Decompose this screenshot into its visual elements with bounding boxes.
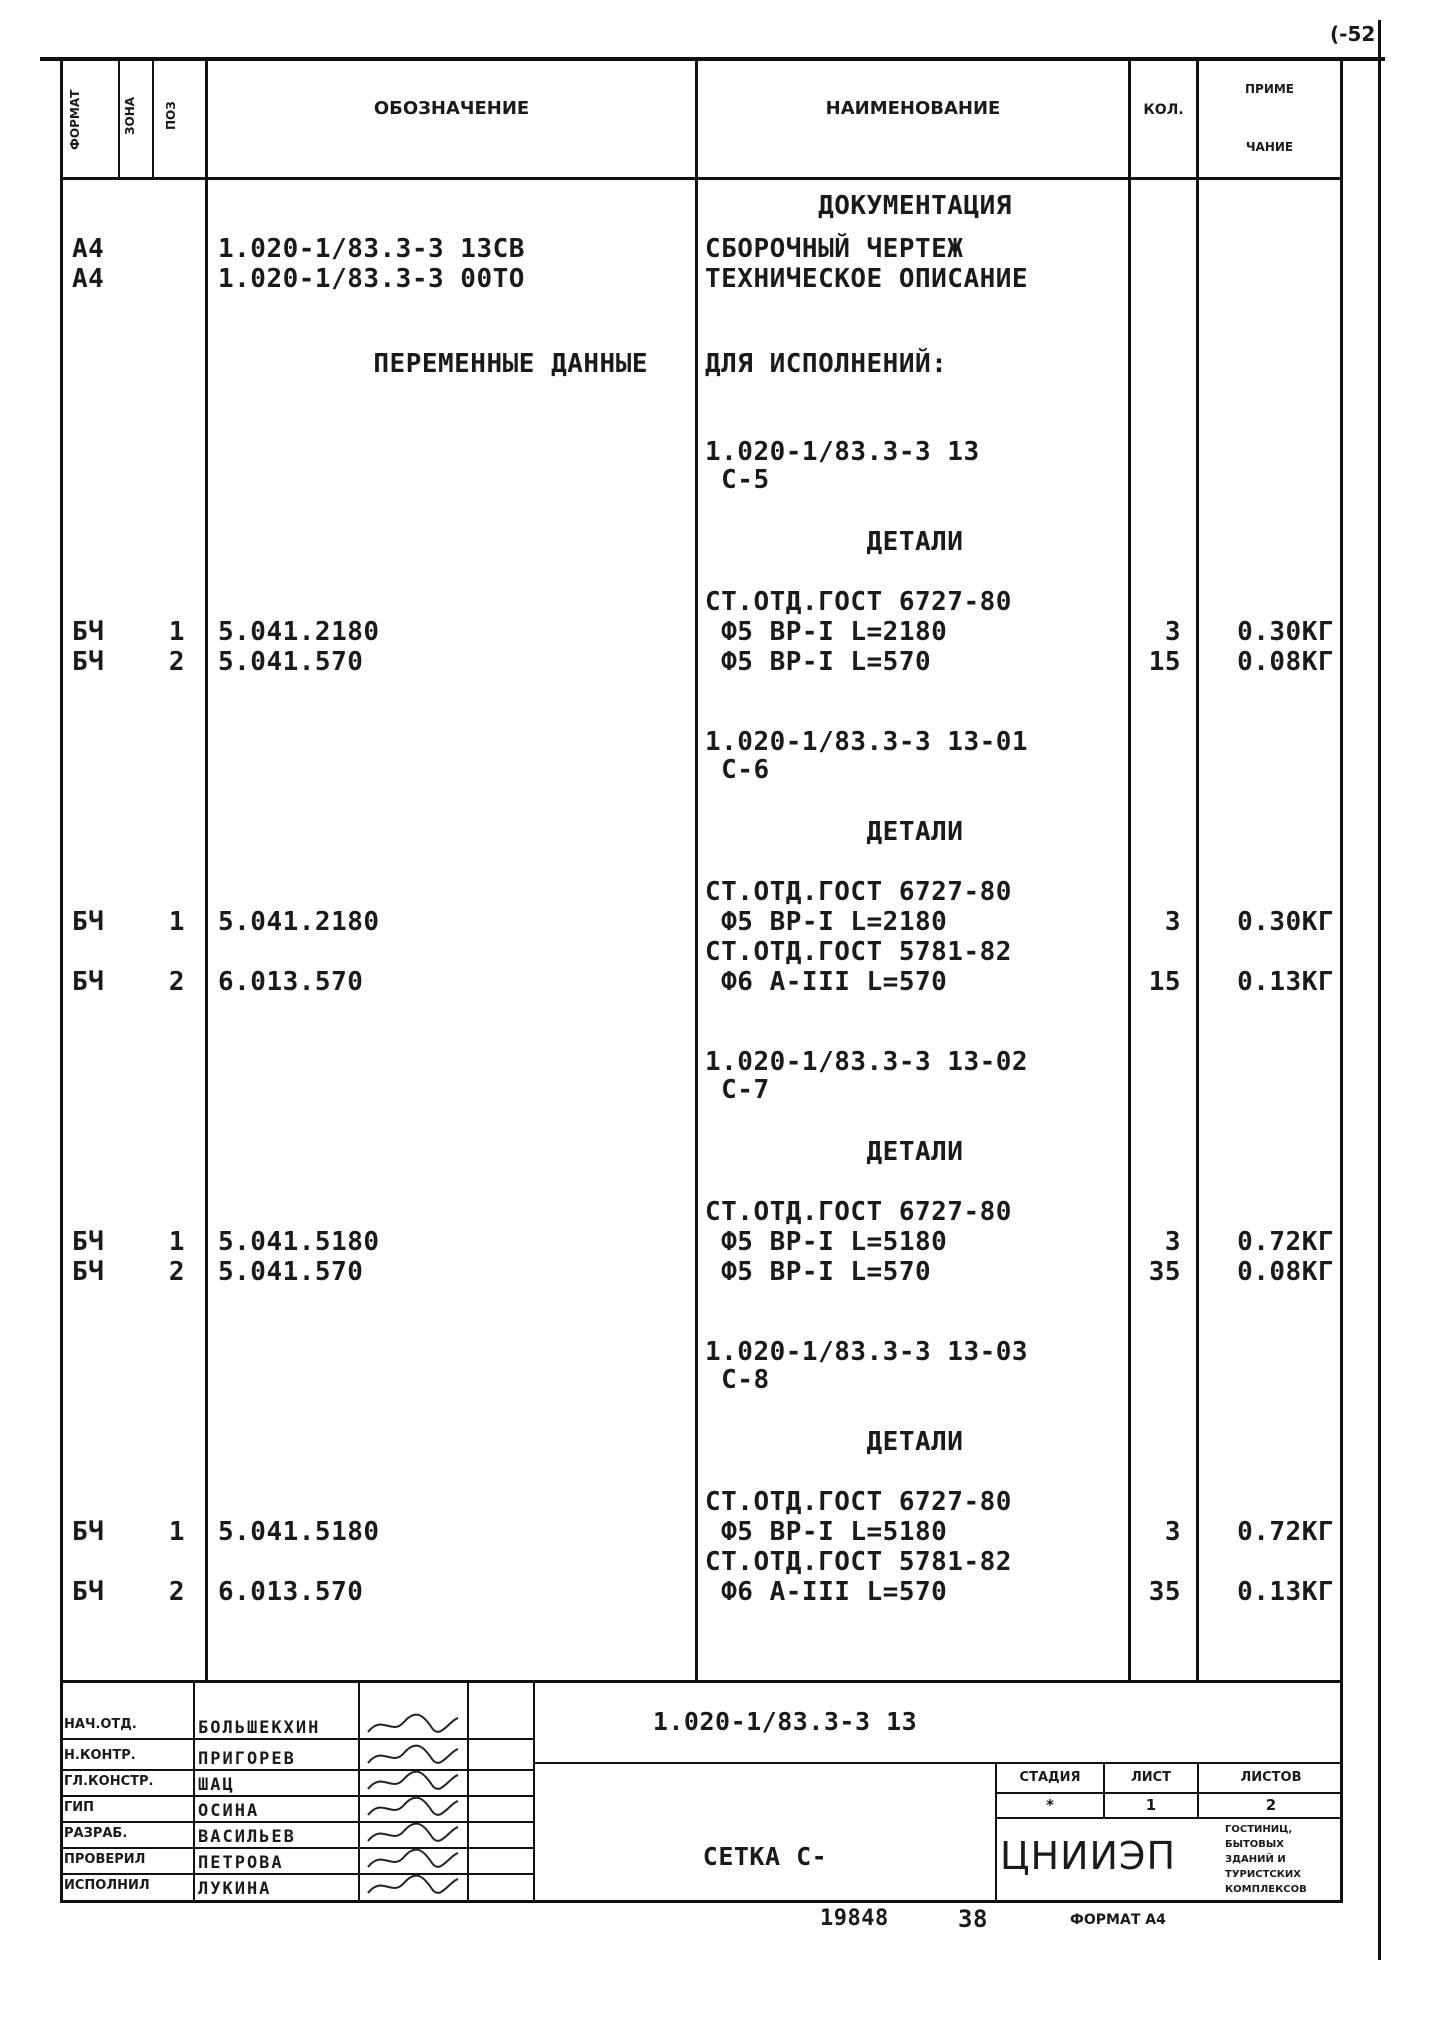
row-designation: 5.041.5180	[218, 1517, 380, 1547]
row-position: 2	[168, 647, 185, 677]
tb-stage-mid	[995, 1792, 1343, 1794]
row-name: Ф6 А-III L=570	[705, 967, 948, 997]
row-format: БЧ	[72, 1257, 105, 1287]
sheet-label: ЛИСТ	[1130, 1770, 1172, 1785]
row-name: Ф5 ВР-I L=2180	[705, 907, 948, 937]
row-name: СТ.ОТД.ГОСТ 6727-80	[705, 1487, 1012, 1517]
org-name: ЦНИИЭП	[1000, 1834, 1177, 1878]
tb-row-line	[60, 1821, 533, 1823]
row-note: 0.72КГ	[1237, 1227, 1334, 1257]
header-pos: ПОЗ	[164, 101, 178, 130]
tb-role: Н.КОНТР.	[64, 1748, 136, 1763]
row-note: 0.13КГ	[1237, 967, 1334, 997]
row-name: Ф5 ВР-I L=570	[705, 647, 932, 677]
top-border	[40, 57, 1385, 61]
row-name: ДОКУМЕНТАЦИЯ	[818, 191, 1012, 221]
outer-right-border	[1378, 20, 1381, 1960]
col-line-des	[205, 57, 208, 1682]
row-position: 1	[168, 1227, 185, 1257]
tb-code-separator	[533, 1762, 1343, 1764]
header-zone: ЗОНА	[123, 96, 137, 135]
row-position: 1	[168, 907, 185, 937]
tb-role: НАЧ.ОТД.	[64, 1717, 137, 1732]
sheets-value: 2	[1265, 1796, 1277, 1814]
row-note: 0.08КГ	[1237, 1257, 1334, 1287]
tb-name: ОСИНА	[198, 1801, 260, 1821]
right-border	[1340, 57, 1343, 1902]
org-subtitle-line: ЗДАНИЙ И	[1225, 1854, 1286, 1865]
row-position: 2	[168, 1577, 185, 1607]
row-name: СТ.ОТД.ГОСТ 6727-80	[705, 587, 1012, 617]
stage-value: *	[1046, 1796, 1054, 1814]
row-designation: 5.041.2180	[218, 617, 380, 647]
row-designation: 6.013.570	[218, 967, 364, 997]
row-quantity: 15	[1148, 647, 1181, 677]
row-designation: 5.041.570	[218, 647, 364, 677]
org-subtitle-line: КОМПЛЕКСОВ	[1225, 1884, 1307, 1895]
row-format: БЧ	[72, 967, 105, 997]
row-name: СТ.ОТД.ГОСТ 5781-82	[705, 937, 1012, 967]
page-number: 38	[958, 1905, 988, 1933]
header-name: НАИМЕНОВАНИЕ	[825, 98, 1001, 119]
signature	[362, 1743, 462, 1769]
row-note: 0.13КГ	[1237, 1577, 1334, 1607]
row-format: БЧ	[72, 1577, 105, 1607]
row-designation: 5.041.570	[218, 1257, 364, 1287]
row-quantity: 3	[1164, 1517, 1181, 1547]
row-name: СБОРОЧНЫЙ ЧЕРТЕЖ	[705, 234, 964, 264]
row-name: С-5	[705, 465, 770, 495]
tb-col-2	[358, 1680, 360, 1902]
sheet-value: 1	[1145, 1796, 1157, 1814]
row-position: 2	[168, 1257, 185, 1287]
tb-row-line	[60, 1847, 533, 1849]
tb-name: ВАСИЛЬЕВ	[198, 1827, 296, 1847]
row-quantity: 3	[1164, 1227, 1181, 1257]
row-format: БЧ	[72, 1227, 105, 1257]
row-name: С-8	[705, 1365, 770, 1395]
tb-role: ГЛ.КОНСТР.	[64, 1774, 154, 1789]
row-quantity: 35	[1148, 1257, 1181, 1287]
row-name: СТ.ОТД.ГОСТ 5781-82	[705, 1547, 1012, 1577]
tb-role: ГИП	[64, 1800, 95, 1815]
header-designation: ОБОЗНАЧЕНИЕ	[373, 98, 530, 119]
signature	[362, 1847, 462, 1873]
col-line-note	[1196, 57, 1199, 1682]
row-name: Ф5 ВР-I L=5180	[705, 1517, 948, 1547]
row-format: БЧ	[72, 647, 105, 677]
format-label: ФОРМАТ А4	[1070, 1912, 1166, 1928]
row-name: Ф5 ВР-I L=5180	[705, 1227, 948, 1257]
row-designation: 1.020-1/83.3-3 13СВ	[218, 234, 525, 264]
row-name: СТ.ОТД.ГОСТ 6727-80	[705, 1197, 1012, 1227]
tb-col-1	[193, 1680, 195, 1902]
row-name: ДЕТАЛИ	[866, 817, 964, 847]
row-name: С-7	[705, 1075, 770, 1105]
org-subtitle-line: БЫТОВЫХ	[1225, 1839, 1284, 1850]
col-line-qty	[1128, 57, 1131, 1682]
signature	[362, 1795, 462, 1821]
tb-stage-bottom	[995, 1817, 1343, 1819]
tb-row-line	[60, 1873, 533, 1875]
corner-mark: (-52	[1330, 22, 1376, 46]
row-note: 0.30КГ	[1237, 907, 1334, 937]
row-name: ДЕТАЛИ	[866, 1427, 964, 1457]
inventory-number: 19848	[820, 1906, 889, 1931]
sheet-title: СЕТКА С-	[702, 1842, 828, 1871]
row-quantity: 3	[1164, 907, 1181, 937]
col-line-zone	[118, 57, 120, 180]
header-note-2: ЧАНИЕ	[1245, 140, 1294, 154]
signature	[362, 1821, 462, 1847]
sheets-label: ЛИСТОВ	[1240, 1770, 1302, 1785]
doc-code: 1.020-1/83.3-3 13	[652, 1707, 918, 1736]
row-name: Ф5 ВР-I L=570	[705, 1257, 932, 1287]
org-subtitle-line: ГОСТИНИЦ,	[1225, 1824, 1293, 1835]
tb-name: ШАЦ	[198, 1775, 235, 1795]
row-name: 1.020-1/83.3-3 13-03	[705, 1337, 1029, 1367]
row-name: ДЕТАЛИ	[866, 1137, 964, 1167]
row-note: 0.72КГ	[1237, 1517, 1334, 1547]
row-format: А4	[72, 234, 105, 264]
row-quantity: 35	[1148, 1577, 1181, 1607]
row-name: С-6	[705, 755, 770, 785]
row-note: 0.30КГ	[1237, 617, 1334, 647]
row-name: 1.020-1/83.3-3 13-01	[705, 727, 1029, 757]
tb-row-line	[60, 1795, 533, 1797]
row-name: ТЕХНИЧЕСКОЕ ОПИСАНИЕ	[705, 264, 1029, 294]
row-position: 2	[168, 967, 185, 997]
row-name: 1.020-1/83.3-3 13	[705, 437, 980, 467]
row-designation: 6.013.570	[218, 1577, 364, 1607]
row-name: ДЛЯ ИСПОЛНЕНИЙ:	[705, 349, 948, 379]
row-designation: ПЕРЕМЕННЫЕ ДАННЫЕ	[373, 349, 648, 379]
tb-row-line	[60, 1769, 533, 1771]
row-name: 1.020-1/83.3-3 13-02	[705, 1047, 1029, 1077]
row-designation: 5.041.2180	[218, 907, 380, 937]
signature	[362, 1873, 462, 1899]
row-name: Ф6 А-III L=570	[705, 1577, 948, 1607]
row-position: 1	[168, 1517, 185, 1547]
header-note-1: ПРИМЕ	[1244, 82, 1295, 96]
signature	[362, 1769, 462, 1795]
tb-role: ИСПОЛНИЛ	[64, 1878, 150, 1893]
tb-role: ПРОВЕРИЛ	[64, 1852, 146, 1867]
tb-name: ЛУКИНА	[198, 1879, 272, 1899]
header-qty: КОЛ.	[1143, 102, 1184, 118]
col-line-pos	[152, 57, 154, 180]
row-name: ДЕТАЛИ	[866, 527, 964, 557]
row-designation: 1.020-1/83.3-3 00ТО	[218, 264, 525, 294]
tb-name: ПЕТРОВА	[198, 1853, 284, 1873]
signature	[362, 1712, 462, 1738]
row-format: БЧ	[72, 907, 105, 937]
col-line-name	[695, 57, 698, 1682]
row-format: А4	[72, 264, 105, 294]
row-designation: 5.041.5180	[218, 1227, 380, 1257]
row-name: Ф5 ВР-I L=2180	[705, 617, 948, 647]
org-subtitle-line: ТУРИСТСКИХ	[1225, 1869, 1301, 1880]
header-separator	[60, 177, 1343, 180]
row-format: БЧ	[72, 617, 105, 647]
row-name: СТ.ОТД.ГОСТ 6727-80	[705, 877, 1012, 907]
row-format: БЧ	[72, 1517, 105, 1547]
row-position: 1	[168, 617, 185, 647]
tb-role: РАЗРАБ.	[64, 1826, 128, 1841]
stage-label: СТАДИЯ	[1019, 1770, 1081, 1785]
row-note: 0.08КГ	[1237, 647, 1334, 677]
tb-name: БОЛЬШЕКХИН	[198, 1718, 321, 1738]
title-block-top	[60, 1680, 1343, 1683]
header-format: ФОРМАТ	[68, 89, 82, 150]
left-border	[60, 57, 63, 1902]
org-subtitle	[1225, 1822, 1343, 1897]
tb-col-3	[467, 1680, 469, 1902]
row-quantity: 15	[1148, 967, 1181, 997]
tb-name: ПРИГОРЕВ	[198, 1749, 296, 1769]
row-quantity: 3	[1164, 617, 1181, 647]
